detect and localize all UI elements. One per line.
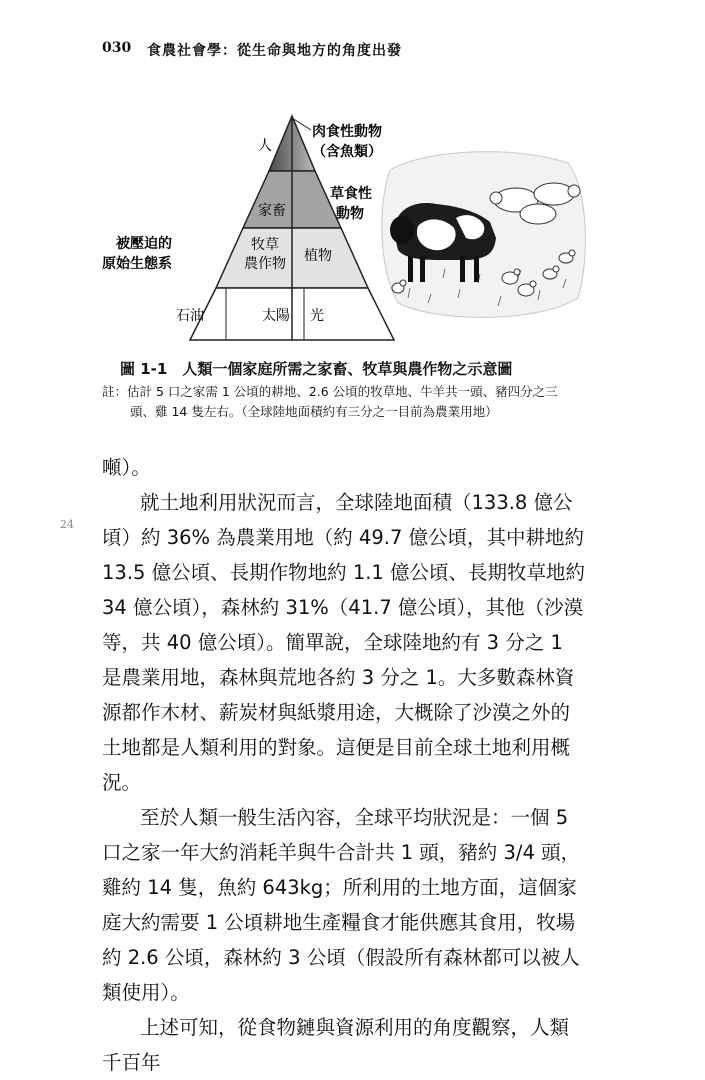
figure-caption: 圖 1-1 人類一個家庭所需之家畜、牧草與農作物之示意圖 xyxy=(120,360,513,378)
note-line-1: 註：估計 5 口之家需 1 公頃的耕地、2.6 公頃的牧草地、牛羊共一頭、豬四分之三 xyxy=(102,384,558,399)
pyramid-label-livestock: 家畜 xyxy=(258,203,286,219)
paragraph-consumption: 至於人類一般生活內容，全球平均狀況是：一個 5 口之家一年大約消耗羊與牛合計共 1 頭，豬約 3/4 頭，雞約 14 隻，魚約 643kg；所利用的土地方面，這個家庭大約需要 1 公頃耕地生產糧食才能供應其食用，牧場約 2.6 公頃，森林約 3 公頃（假設所有森林都可以被人類使用）。 xyxy=(102,806,581,1004)
pyramid-label-oil: 石油 xyxy=(176,308,204,324)
page-header xyxy=(0,40,705,80)
label-herbivore: 草食性 xyxy=(330,186,372,202)
farm-animals-illustration xyxy=(382,152,586,318)
pyramid-label-pasture: 牧草 xyxy=(251,237,279,253)
figure-1-1 xyxy=(98,108,598,348)
pyramid-label-plants: 植物 xyxy=(304,248,332,264)
page-number: 030 xyxy=(102,40,132,56)
pyramid-label-crops: 農作物 xyxy=(244,256,286,272)
pyramid-label-light: 光 xyxy=(310,308,324,324)
margin-page-number: 24 xyxy=(60,518,74,531)
body-text xyxy=(102,450,587,1080)
pyramid-label-human: 人 xyxy=(258,138,272,154)
label-primitive-ecosystem: 原始生態系 xyxy=(102,256,172,272)
label-oppressed: 被壓迫的 xyxy=(116,236,172,252)
paragraph-continuation: 噸）。 xyxy=(102,456,151,479)
label-herbivore-animal: 動物 xyxy=(336,206,364,222)
pyramid-label-sun: 太陽 xyxy=(262,308,290,324)
book-title: 食農社會學：從生命與地方的角度出發 xyxy=(147,43,402,59)
paragraph-conclusion: 上述可知，從食物鏈與資源利用的角度觀察，人類千百年 xyxy=(102,1016,570,1074)
figure-note xyxy=(102,382,602,422)
paragraph-land-use: 就土地利用狀況而言，全球陸地面積（133.8 億公頃）約 36% 為農業用地（約 49.7 億公頃，其中耕地約 13.5 億公頃、長期作物地約 1.1 億公頃、長期牧草地約 34 億公頃），森林約 31%（41.7 億公頃），其他（沙漠等，共 40 億公頃）。簡單說，全球陸地約有 3 分之 1 是農業用地，森林與荒地各約 3 分之 1。大多數森林資源都作木材、薪炭材與紙漿用途，大概除了沙漠之外的土地都是人類利用的對象。這便是目前全球土地利用概況。 xyxy=(102,491,586,794)
label-carnivore-fish: （含魚類） xyxy=(312,144,382,160)
pyramid-diagram xyxy=(98,108,598,348)
label-carnivore: 肉食性動物 xyxy=(312,124,382,140)
note-line-2: 頭、雞 14 隻左右。（全球陸地面積約有三分之一目前為農業用地） xyxy=(130,404,498,419)
